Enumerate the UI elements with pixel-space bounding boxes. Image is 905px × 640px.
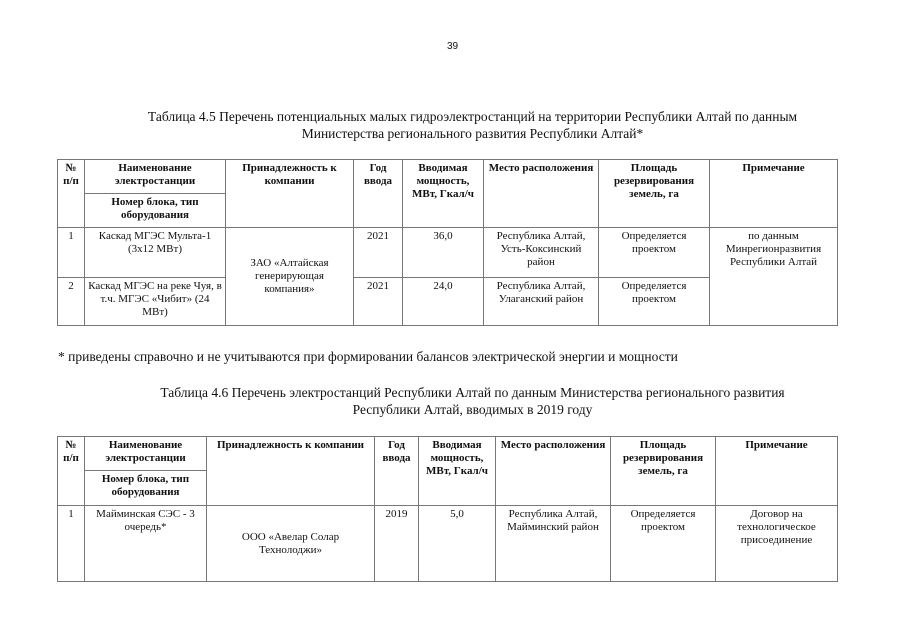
- cell-num: 2: [58, 278, 85, 326]
- header-station-name: Наименование электростанции: [85, 437, 207, 471]
- table-4-6: [57, 436, 838, 582]
- caption-line: Министерства регионального развития Республики Алтай*: [301, 126, 644, 141]
- table-row: [58, 506, 838, 582]
- cell-year: 2021: [354, 278, 403, 326]
- cell-num: 1: [58, 228, 85, 278]
- cell-area: Определяется проектом: [599, 228, 710, 278]
- header-num: № п/п: [58, 437, 85, 506]
- header-block-type: Номер блока, тип оборудования: [85, 471, 207, 506]
- header-capacity: Вводимая мощность, МВт, Гкал/ч: [419, 437, 496, 506]
- header-area: Площадь резервирования земель, га: [599, 160, 710, 228]
- cell-year: 2021: [354, 228, 403, 278]
- header-note: Примечание: [716, 437, 838, 506]
- cell-area: Определяется проектом: [599, 278, 710, 326]
- header-year: Год ввода: [354, 160, 403, 228]
- header-location: Место расположения: [484, 160, 599, 228]
- cell-location: Республика Алтай, Майминский район: [496, 506, 611, 582]
- cell-station-name: Каскад МГЭС Мульта-1 (3х12 МВт): [85, 228, 226, 278]
- cell-capacity: 5,0: [419, 506, 496, 582]
- cell-owner: ЗАО «Алтайская генерирующая компания»: [226, 228, 354, 326]
- page-number: 39: [446, 41, 459, 52]
- cell-station-name: Майминская СЭС - 3 очередь*: [85, 506, 207, 582]
- table-4-5-caption: [100, 108, 845, 142]
- header-station-name: Наименование электростанции: [85, 160, 226, 194]
- header-owner: Принадлежность к компании: [207, 437, 375, 506]
- header-location: Место расположения: [496, 437, 611, 506]
- footnote: * приведены справочно и не учитываются при формировании балансов электрической энергии и мощности: [58, 349, 678, 364]
- header-year: Год ввода: [375, 437, 419, 506]
- header-owner: Принадлежность к компании: [226, 160, 354, 228]
- cell-note: Договор на технологическое присоединение: [716, 506, 838, 582]
- table-row: [58, 228, 838, 278]
- cell-note: по данным Минрегионразвития Республики Алтай: [710, 228, 838, 326]
- cell-area: Определяется проектом: [611, 506, 716, 582]
- caption-line: Таблица 4.5 Перечень потенциальных малых гидроэлектростанций на территории Республики Алтай по данным: [147, 109, 798, 124]
- table-4-6-caption: [100, 384, 845, 418]
- header-num: № п/п: [58, 160, 85, 228]
- cell-capacity: 24,0: [403, 278, 484, 326]
- header-capacity: Вводимая мощность, МВт, Гкал/ч: [403, 160, 484, 228]
- table-4-5: [57, 159, 838, 326]
- caption-line: Республики Алтай, вводимых в 2019 году: [352, 402, 593, 417]
- cell-location: Республика Алтай, Улаганский район: [484, 278, 599, 326]
- cell-year: 2019: [375, 506, 419, 582]
- cell-location: Республика Алтай, Усть-Коксинский район: [484, 228, 599, 278]
- caption-line: Таблица 4.6 Перечень электростанций Республики Алтай по данным Министерства регионального развития: [160, 385, 785, 400]
- cell-station-name: Каскад МГЭС на реке Чуя, в т.ч. МГЭС «Чибит» (24 МВт): [85, 278, 226, 326]
- header-block-type: Номер блока, тип оборудования: [85, 194, 226, 228]
- header-area: Площадь резервирования земель, га: [611, 437, 716, 506]
- cell-num: 1: [58, 506, 85, 582]
- cell-owner: ООО «Авелар Солар Технолоджи»: [207, 506, 375, 582]
- cell-capacity: 36,0: [403, 228, 484, 278]
- header-note: Примечание: [710, 160, 838, 228]
